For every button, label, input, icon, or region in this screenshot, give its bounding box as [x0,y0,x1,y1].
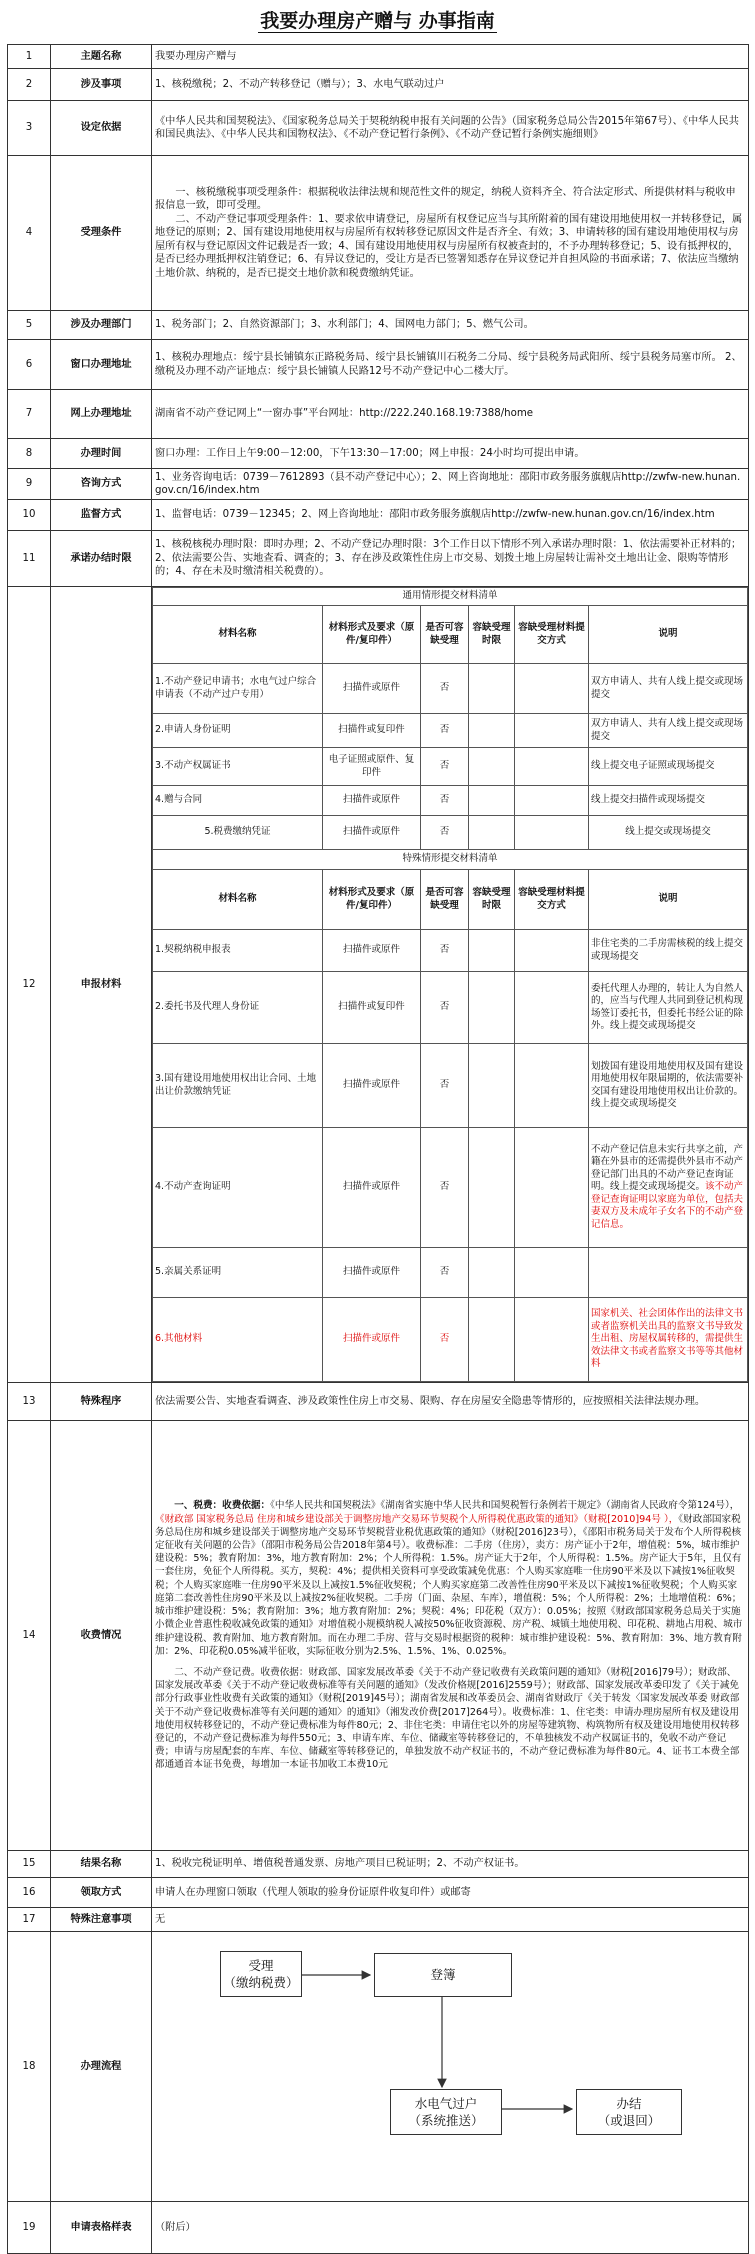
row-2: 2 涉及事项 1、核税缴税；2、不动产转移登记（赠与）；3、水电气联动过户 [8,69,749,101]
special-row: 4.不动产查询证明 扫描件或原件 否 不动产登记信息未实行共享之前，产籍在外县市的还需提供外县市不动产登记部门出具的不动产登记查询证明。线上提交或现场提交。该不动产登记查询证明以家庭为单位，包括夫妻双方及未成年子女名下的不动产登记信息。 [153,1128,748,1248]
general-row: 5.税费缴纳凭证 扫描件或原件 否 线上提交或现场提交 [153,816,748,850]
special-row: 3.国有建设用地使用权出让合同、土地出让价款缴纳凭证 扫描件或原件 否 划拨国有建设用地使用权及国有建设用地使用权年限届期的，依法需要补交国有建设用地使用权出让价款的。线上提交或现场提交 [153,1044,748,1128]
row-13: 13 特殊程序 依法需要公告、实地查看调查、涉及政策性住房上市交易、限购、存在房屋安全隐患等情形的，应按照相关法律法规办理。 [8,1383,749,1421]
materials-table [152,587,748,1382]
special-row: 1.契税纳税申报表 扫描件或原件 否 非住宅类的二手房需核税的线上提交或现场提交 [153,930,748,972]
special-caption: 特殊情形提交材料清单 [153,850,748,870]
flow-accept: 受理 （缴纳税费） [220,1951,302,1997]
guide-table [7,44,749,2254]
general-row: 2.申请人身份证明 扫描件或复印件 否 双方申请人、共有人线上提交或现场提交 [153,714,748,748]
row-14: 14 收费情况 一、税费：收费依据：《中华人民共和国契税法》《湖南省实施中华人民共和国契税暂行条例若干规定》（湖南省人民政府令第124号），《财政部 国家税务总局 住房和城乡建设部关于调整房地产交易环节契税个人所得税优惠政策的通知》（财税[2010]94号 ），《财政部国家税务总局住房和城乡建设部关于调整房地产交易环节契税营业税优惠政策的通知》（财税[2016]23号），《邵阳市税务局关于发布个人所得税核定征收有关问题的公告》（邵阳市税务局公告2018年第4号）。收费标准：二手房（住房），卖方：房产证小于2年，增值税：5%，城市维护建设税：5%；教育附加：3%，地方教育附加：2%；个人所得税：1.5%。房产证大于2年，个人所得税：1.5%。房产证大于5年，且仅有一套住房，免征个人所得税。买方，契税：4%；提供相关资料可享受政策减免优惠：个人购买家庭唯一住房90平米及以下减按1%征收契税；个人购买家庭唯一住房90平米及以上减按1.5%征收契税；个人购买家庭第二改善性住房90平米及以下减按1%征收契税；个人购买家庭第二套改善性住房90平米及以上减按2%征收契税。二手房（门面、杂屋、车库），增值税：5%；个人所得税：2%；土地增值税：6%；城市维护建设税：5%；教育附加：3%；地方教育附加：2%；契税：4%；印花税（双方）：0.05%；按照《财政部国家税务总局关于实施小微企业普惠性税收减免政策的通知》对增值税小规模纳税人减按50%征收资源税、房产税、城镇土地使用税、印花税、耕地占用税、城市维护建设税、教育附加、地方教育附加。而在办理二手房、营与交易时根据资的税种：城市维护建设税：5%、教育附加：3%、地方教育附加：2%、印花税0.05%减半征收，实际征收分别为2.5%、1.5%、1%、0.025%。 二、不动产登记费。收费依据：财政部、国家发展改革委《关于不动产登记收费有关政策问题的通知》（财税[2016]79号）；财政部、国家发展改革委《关于不动产登记收费标准等有关问题的通知》（发改价格规[2016]2559号）；财政部、国家发展改革委印发了《关于减免部分行政事业性收费有关政策的通知》（财税[2019]45号）；湖南省发展和改革委员会、湖南省财政厅《关于转发〈国家发展改革委 财政部关于不动产登记收费标准等有关问题的通知〉的通知》（湘发改价费[2017]264号）。收费标准：1、住宅类：申请办理房屋所有权及建设用地使用权转移登记的，不动产登记费标准为每件80元；2、非住宅类：申请住宅以外的房屋等建筑物、构筑物所有权及建设用地使用权转移登记的，不动产登记费标准为每件550元；3、申请车库、车位、储藏室等转移登记的，不单独核发不动产权属证书的，免收不动产登记费；申请与房屋配套的车库、车位、储藏室等转移登记的，单独发放不动产权证书的，不动产登记费标准为每件80元。4、证书工本费全部都通通首本证书免费，每增加一本证书加收工本费10元 [8,1421,749,1851]
row-5: 5 涉及办理部门 1、税务部门；2、自然资源部门；3、水利部门；4、国网电力部门；5、燃气公司。 [8,311,749,340]
row-3: 3 设定依据 《中华人民共和国契税法》、《国家税务总局关于契税纳税申报有关问题的公告》（国家税务总局公告2015年第67号）、《中华人民共和国民典法》、《中华人民共和国物权法》、《不动产登记暂行条例》、《不动产登记暂行条例实施细则》 [8,101,749,156]
row-19: 19 申请表格样表 （附后） [8,2202,749,2254]
special-row: 6.其他材料 扫描件或原件 否 国家机关、社会团体作出的法律文书或者监察机关出具的监察文书导致发生出租、房屋权属转移的，需提供生效法律文书或者监察文书等等其他材料 [153,1298,748,1382]
special-row: 2.委托书及代理人身份证 扫描件或复印件 否 委托代理人办理的，转让人为自然人的，应当与代理人共同到登记机构现场签订委托书，但委托书经公证的除外。线上提交或现场提交 [153,972,748,1044]
row-8: 8 办理时间 窗口办理：工作日上午9:00－12:00，下午13:30－17:00；网上申报：24小时均可提出申请。 [8,439,749,469]
general-row: 4.赠与合同 扫描件或原件 否 线上提交扫描件或现场提交 [153,786,748,816]
row-18: 18 办理流程 受理 （缴纳税费） 登簿 水电气过户 （系统推送） 办结 （或退回） [8,1932,749,2202]
row-4: 4 受理条件 一、核税缴税事项受理条件：根据税收法律法规和规范性文件的规定，纳税人资料齐全、符合法定形式、所提供材料与税收申报信息一致，即可受理。 二、不动产登记事项受理条件：1、要求依申请登记，房屋所有权登记应当与其所附着的国有建设用地使用权一并转移登记，属地登记的原则；2、国有建设用地使用权与房屋所有权转移登记原因文件是否齐全、有效；3、申请转移的国有建设用地使用权与房屋所有权与登记原因文件记载是否一致；4、国有建设用地使用权与房屋所有权被查封的，不予办理转移登记；5、设有抵押权的，是否已经办理抵押权注销登记；6、有异议登记的，受让方是否已签署知悉存在异议登记并自担风险的书面承诺；7、依法应当缴纳土地价款、纳税的，是否已提交土地价款和税费缴纳凭证。 [8,156,749,311]
flow-finish: 办结 （或退回） [576,2089,682,2135]
process-flow [152,1937,712,2197]
row-16: 16 领取方式 申请人在办理窗口领取（代理人领取的验身份证原件收复印件）或邮寄 [8,1878,749,1908]
row-7: 7 网上办理地址 湖南省不动产登记网上“一窗办事”平台网址：http://222.240.168.19:7388/home [8,390,749,439]
general-header: 材料名称 材料形式及要求（原件/复印件） 是否可容缺受理 容缺受理时限 容缺受理材料提交方式 说明 [153,606,748,664]
row-15: 15 结果名称 1、税收完税证明单、增值税普通发票、房地产项目已税证明；2、不动产权证书。 [8,1851,749,1878]
flow-register: 登簿 [374,1953,512,1997]
row-10: 10 监督方式 1、监督电话：0739－12345；2、网上咨询地址：邵阳市政务服务旗舰店http://zwfw-new.hunan.gov.cn/16/index.htm [8,500,749,531]
row-17: 17 特殊注意事项 无 [8,1908,749,1932]
row-9: 9 咨询方式 1、业务咨询电话：0739－7612893（县不动产登记中心）；2、网上咨询地址：邵阳市政务服务旗舰店http://zwfw-new.hunan.gov.cn/16/index.htm [8,469,749,500]
flow-transfer: 水电气过户 （系统推送） [390,2089,502,2135]
special-row: 5.亲属关系证明 扫描件或原件 否 [153,1248,748,1298]
special-header: 材料名称 材料形式及要求（原件/复印件） 是否可容缺受理 容缺受理时限 容缺受理材料提交方式 说明 [153,870,748,930]
general-row: 3.不动产权属证书 电子证照或原件、复印件 否 线上提交电子证照或现场提交 [153,748,748,786]
row-6: 6 窗口办理地址 1、核税办理地点：绥宁县长铺镇东正路税务局、绥宁县长铺镇川石税务二分局、绥宁县税务局武阳所、绥宁县税务局塞市所。 2、缴税及办理不动产证地点：绥宁县长铺镇人民路12号不动产登记中心二楼大厅。 [8,340,749,390]
general-caption: 通用情形提交材料清单 [153,588,748,606]
row-11: 11 承诺办结时限 1、核税核税办理时限：即时办理；2、不动产登记办理时限：3个工作日以下情形不列入承诺办理时限：1、依法需要补正材料的；2、依法需要公告、实地查看、调查的；3、存在涉及政策性住房上市交易、划拨土地上房屋转让需补交土地出让金、限购等情形的；4、存在未及时缴清相关税费的）。 [8,531,749,587]
row-1: 1 主题名称 我要办理房产赠与 [8,45,749,69]
row-12: 12 申报材料 通用情形提交材料清单 材料名称 材料形式及要求（原件/复印件） 是否可容缺受理 容缺受理时限 容缺受理材料提交方式 说明 1.不动产登记申请书；水电气过户综合申请表（不动产过户专用） 扫描件或原件 否 双方申请人、共有人线上提交或现场提交 2.申请人身份证明 扫描件或复印件 否 双方申请人、共有人线上提交或现场提交 3.不动产权属证书 电子证照或原件、复印件 否 线上提交电子证照或现场提交 4.赠与合同 扫描件或原件 否 线上提交扫描件或现场提交 5.税费缴纳凭证 扫描件或原件 否 线上提交或现场提交 特殊情形提交材料清单 材料名称 材料形式及要求（原件/复印件） 是否可容缺受理 容缺受理时限 容缺受理材料提交方式 说明 1.契税纳税申报表 扫描件或原件 否 非住宅类的二手房需核税的线上提交或现场提交 2.委托书及代理人身份证 扫描件或复印件 否 委托代理人办理的，转让人为自然人的，应当与代理人共同到登记机构现场签订委托书，但委托书经公证的除外。线上提交或现场提交 3.国有建设用地使用权出让合同、土地出让价款缴纳凭证 扫描件或原件 否 划拨国有建设用地使用权及国有建设用地使用权年限届期的，依法需要补交国有建设用地使用权出让价款的。线上提交或现场提交 4.不动产查询证明 扫描件或原件 否 不动产登记信息未实行共享之前，产籍在外县市的还需提供外县市不动产登记部门出具的不动产登记查询证明。线上提交或现场提交。该不动产登记查询证明以家庭为单位，包括夫妻双方及未成年子女名下的不动产登记信息。 5.亲属关系证明 扫描件或原件 否 6.其他材料 扫描件或原件 否 国家机关、社会团体作出的法律文书或者监察机关出具的监察文书导致发生出租、房屋权属转移的，需提供生效法律文书或者监察文书等等其他材料 [8,587,749,1383]
general-row: 1.不动产登记申请书；水电气过户综合申请表（不动产过户专用） 扫描件或原件 否 双方申请人、共有人线上提交或现场提交 [153,664,748,714]
page-title: 我要办理房产赠与 办事指南 [260,10,495,32]
